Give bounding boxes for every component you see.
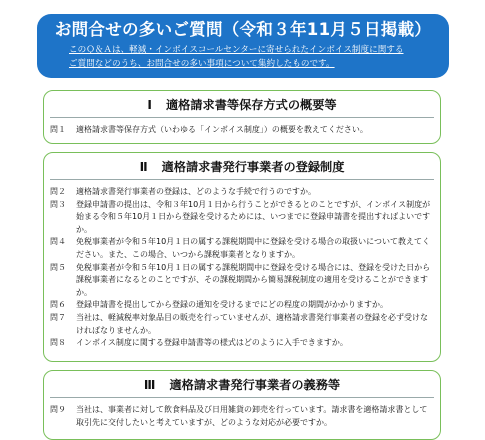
question-item[interactable] [50,124,434,137]
section-divider [50,117,434,118]
question-item[interactable] [50,312,434,337]
section-number: Ⅱ [139,160,148,174]
question-item[interactable] [50,186,434,199]
question-number: 問５ [50,262,66,272]
section-number: Ⅰ [147,98,152,112]
question-number: 問７ [50,312,66,322]
question-text[interactable]: 登録申請書の提出は、令和３年10月１日から行うことができるとのことですが、インボイス制度が始まる令和５年10月１日から登録を受けるためには、いつまでに登録申請書を提出すればよいですか。 [76,199,431,234]
question-number: 問８ [50,338,66,348]
question-text[interactable]: 適格請求書等保存方式（いわゆる「インボイス制度」）の概要を教えてください。 [76,125,368,134]
section-1 [43,90,441,144]
question-number: 問９ [50,405,66,414]
question-text[interactable]: 免税事業者が令和５年10月１日の属する課税期間中に登録を受ける場合の取扱いについて教えてください。また、この場合、いつから課税事業者となりますか。 [76,237,431,259]
section-title [44,97,440,113]
section-number: Ⅲ [143,378,156,392]
question-item[interactable] [50,199,434,237]
section-2 [43,152,441,362]
question-number: 問４ [50,237,66,247]
page-title: お問合せの多いご質問（令和３年11月５日掲載） [54,20,432,39]
section-title-text: 適格請求書発行事業者の義務等 [169,378,341,392]
question-number: 問６ [50,300,66,310]
question-number: 問１ [50,125,66,134]
question-item[interactable] [50,299,434,312]
header-subtitle-line1: このＱ＆Ａは、軽減・インボイスコールセンターに寄せられたインボイス制度に関する [69,45,404,55]
question-item[interactable] [50,404,434,429]
question-item[interactable] [50,236,434,261]
section-divider [50,397,434,398]
section-title [44,377,440,393]
section-divider [50,179,434,180]
section-3 [43,370,441,440]
question-text[interactable]: インボイス制度に関する登録申請書等の様式はどのように入手できますか。 [76,338,348,348]
page-header [37,14,449,78]
section-title-text: 適格請求書発行事業者の登録制度 [161,160,345,174]
section-title-text: 適格請求書等保存方式の概要等 [165,98,337,112]
question-text[interactable]: 登録申請書を提出してから登録の通知を受けるまでにどの程度の期間がかかりますか。 [76,300,388,310]
question-text[interactable]: 当社は、軽減税率対象品目の販売を行っていませんが、適格請求書発行事業者の登録を必ず受けなければなりませんか。 [76,312,428,335]
question-text[interactable]: 免税事業者が令和５年10月１日の属する課税期間中に登録を受ける場合には、登録を受けた日から課税事業者になるとのことですが、その課税期間から簡易課税制度の適用を受けることができますか。 [76,262,431,297]
question-item[interactable] [50,337,434,350]
question-number: 問３ [50,199,66,209]
header-subtitle-line2: ご質問などのうち、お問合せの多い事項について集約したものです。 [69,59,335,69]
question-text[interactable]: 適格請求書発行事業者の登録は、どのような手続で行うのですか。 [76,187,316,196]
question-text[interactable]: 当社は、事業者に対して飲食料品及び日用雑貨の卸売を行っています。請求書を適格請求書として取引先に交付したいと考えていますが、どのような対応が必要ですか。 [76,405,428,427]
section-title [44,159,440,175]
question-number: 問２ [50,187,66,196]
question-item[interactable] [50,262,434,300]
